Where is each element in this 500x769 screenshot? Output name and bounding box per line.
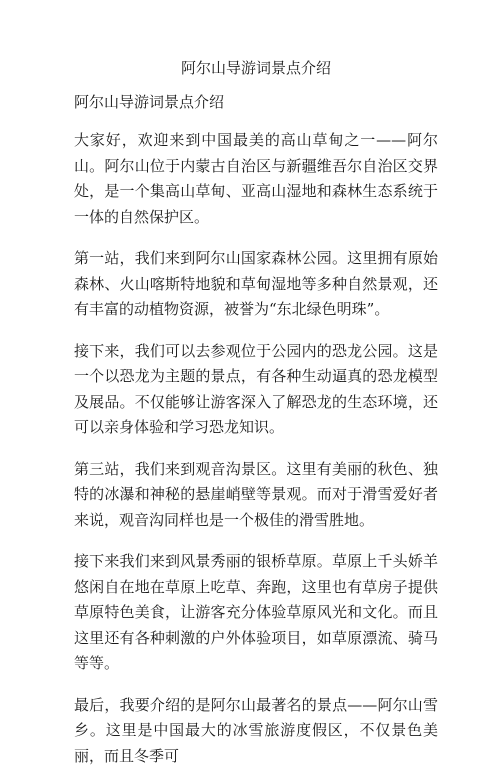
paragraph-intro: 大家好，欢迎来到中国最美的高山草甸之一——阿尔山。阿尔山位于内蒙古自治区与新疆维吾尔自治区交界处，是一个集高山草甸、亚高山湿地和森林生态系统于一体的自然保护区。	[74, 128, 438, 230]
paragraph-dinosaur-park: 接下来，我们可以去参观位于公园内的恐龙公园。这是一个以恐龙为主题的景点，有各种生动逼真的恐龙模型及展品。不仅能够让游客深入了解恐龙的生态环境，还可以亲身体验和学习恐龙知识。	[74, 339, 438, 441]
paragraph-forest-park: 第一站，我们来到阿尔山国家森林公园。这里拥有原始森林、火山喀斯特地貌和草甸湿地等多种自然景观，还有丰富的动植物资源，被誉为“东北绿色明珠”。	[74, 246, 438, 323]
paragraph-snow-town: 最后，我要介绍的是阿尔山最著名的景点——阿尔山雪乡。这里是中国最大的冰雪旅游度假区，不仅景色美丽，而且冬季可	[74, 693, 438, 769]
document-subtitle: 阿尔山导游词景点介绍	[74, 92, 438, 112]
paragraph-yinqiao-grassland: 接下来我们来到风景秀丽的银桥草原。草原上千头娇羊悠闲自在地在草原上吃草、奔跑，这里也有草房子提供草原特色美食，让游客充分体验草原风光和文化。而且这里还有各种刺激的户外体验项目，如草原漂流、骑马等等。	[74, 549, 438, 677]
document-title: 阿尔山导游词景点介绍	[74, 58, 438, 78]
paragraph-guanyin-valley: 第三站，我们来到观音沟景区。这里有美丽的秋色、独特的冰瀑和神秘的悬崖峭壁等景观。而对于滑雪爱好者来说，观音沟同样也是一个极佳的滑雪胜地。	[74, 457, 438, 534]
